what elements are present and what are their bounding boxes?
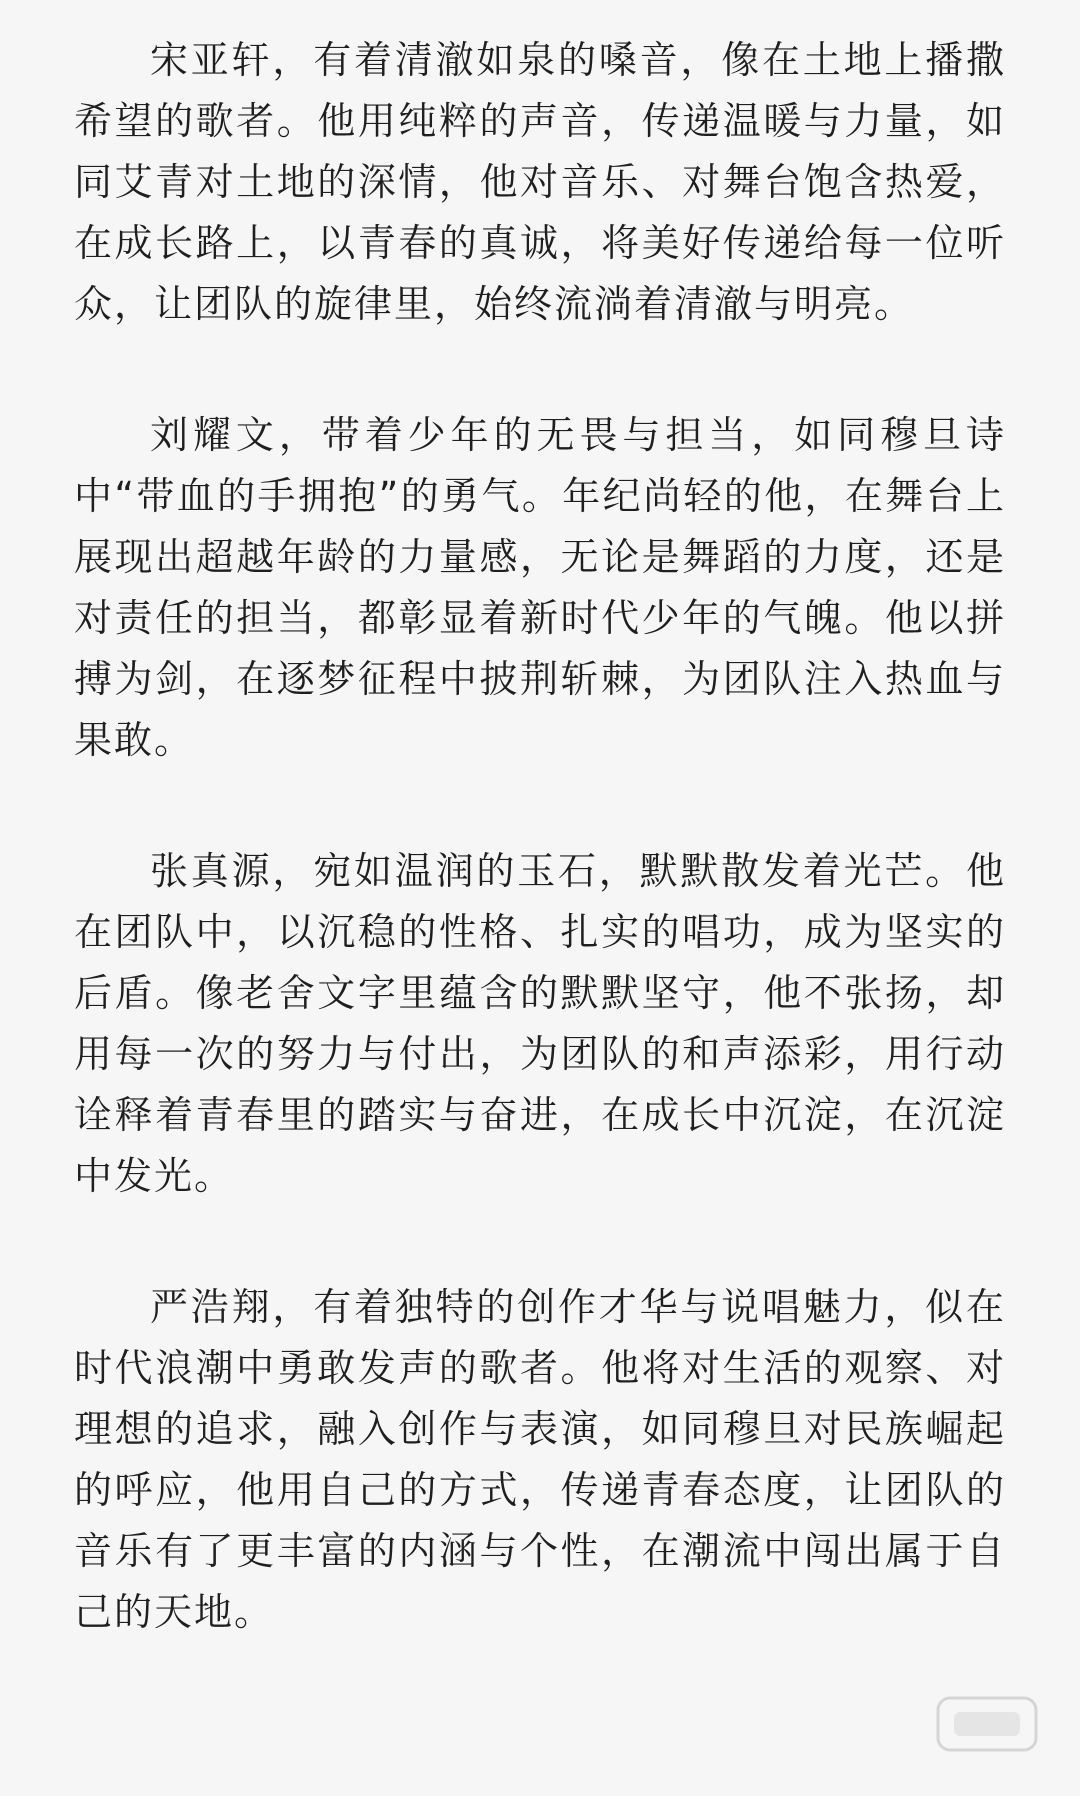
watermark-logo-icon <box>932 1692 1042 1756</box>
paragraph-zhang-zhenyuan: 张真源，宛如温润的玉石，默默散发着光芒。他在团队中，以沉稳的性格、扎实的唱功，成为坚实的后盾。像老舍文字里蕴含的默默坚守，他不张扬，却用每一次的努力与付出，为团队的和声添彩，用行动诠释着青春里的踏实与奋进，在成长中沉淀，在沉淀中发光。 <box>74 849 1006 1198</box>
paragraph-liu-yaowen: 刘耀文，带着少年的无畏与担当，如同穆旦诗中“带血的手拥抱”的勇气。年纪尚轻的他，在舞台上展现出超越年龄的力量感，无论是舞蹈的力度，还是对责任的担当，都彰显着新时代少年的气魄。他以拼搏为剑，在逐梦征程中披荆斩棘，为团队注入热血与果敢。 <box>74 413 1006 762</box>
paragraph-yan-haoxiang: 严浩翔，有着独特的创作才华与说唱魅力，似在时代浪潮中勇敢发声的歌者。他将对生活的观察、对理想的追求，融入创作与表演，如同穆旦对民族崛起的呼应，他用自己的方式，传递青春态度，让团队的音乐有了更丰富的内涵与个性，在潮流中闯出属于自己的天地。 <box>74 1285 1006 1634</box>
paragraph-song-yaxuan: 宋亚轩，有着清澈如泉的嗓音，像在土地上播撒希望的歌者。他用纯粹的声音，传递温暖与力量，如同艾青对土地的深情，他对音乐、对舞台饱含热爱，在成长路上，以青春的真诚，将美好传递给每一位听众，让团队的旋律里，始终流淌着清澈与明亮。 <box>74 38 1006 326</box>
